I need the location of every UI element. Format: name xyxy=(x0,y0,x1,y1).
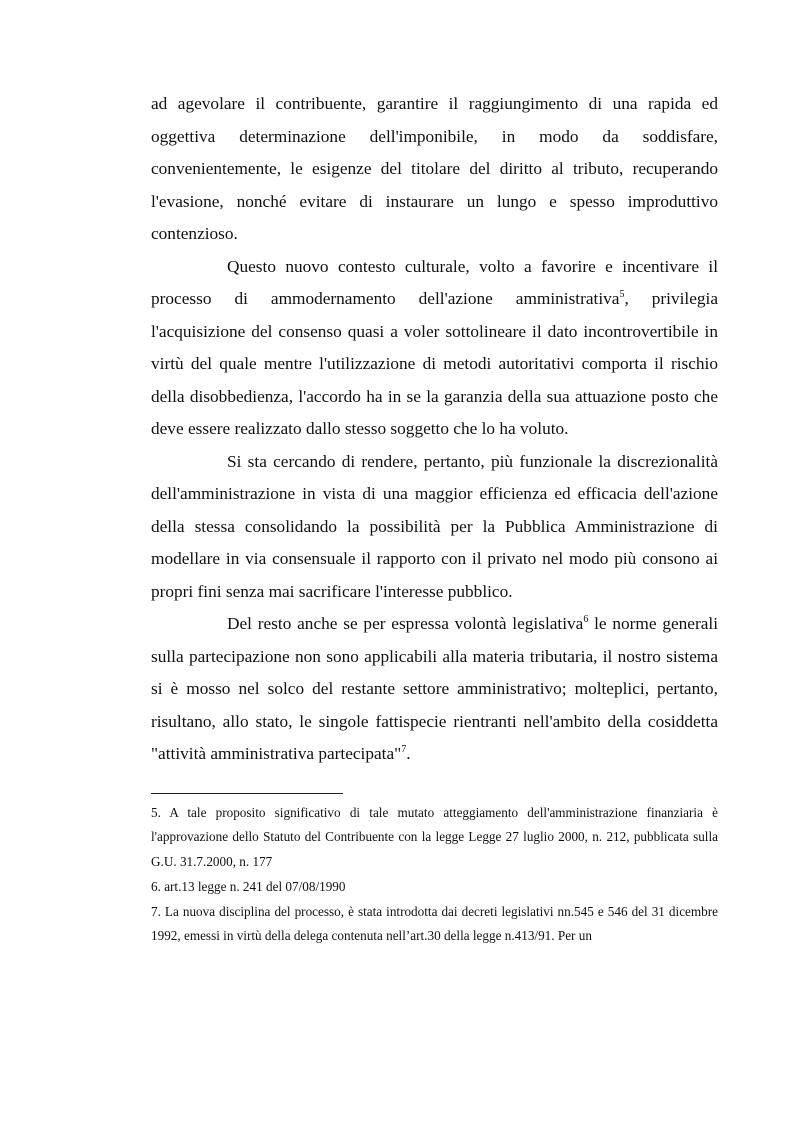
paragraph-2 xyxy=(151,251,718,446)
footnote-ref-7[interactable]: 7 xyxy=(401,744,407,755)
body-text xyxy=(151,88,718,771)
footnotes xyxy=(151,801,718,950)
text-run: Questo nuovo contesto culturale, volto a favorire e incentivare il processo di ammodernamento dell'azione amministrativa xyxy=(151,256,718,308)
footnote-separator xyxy=(151,793,343,794)
footnote-ref-6[interactable]: 6 xyxy=(583,614,589,625)
text-run: Si sta cercando di rendere, pertanto, più funzionale la discrezionalità dell'amministrazione in vista di una maggior efficienza ed efficacia dell'azione della stessa consolidando la possibilità per la Pubblica Amministrazione di modellare in via consensuale il rapporto con il privato nel modo più consono ai propri fini senza mai sacrificare l'interesse pubblico. xyxy=(151,451,718,601)
text-run: le norme generali sulla partecipazione non sono applicabili alla materia tributaria, il nostro sistema si è mosso nel solco del restante settore amministrativo; molteplici, pertanto, risultano, allo stato, le singole fattispecie rientranti nell'ambito della cosiddetta "attività amministrativa partecipata" xyxy=(151,614,718,763)
text-run: Del resto anche se per espressa volontà legislativa xyxy=(227,614,584,633)
paragraph-3 xyxy=(151,446,718,609)
footnote-6: 6. art.13 legge n. 241 del 07/08/1990 xyxy=(151,878,346,894)
footnote-5: 5. A tale proposito significativo di tale mutato atteggiamento dell'amministrazione finanziaria è l'approvazione dello Statuto del Contribuente con la legge Legge 27 luglio 2000, n. 212, pubblicata sulla G.U. 31.7.2000, n. 177 xyxy=(151,804,718,870)
footnote-7: 7. La nuova disciplina del processo, è stata introdotta dai decreti legislativi nn.545 e 546 del 31 dicembre 1992, emessi in virtù della delega contenuta nell’art.30 della legge n.413/91. Per un xyxy=(151,903,718,944)
text-run: . xyxy=(406,744,411,763)
paragraph-4 xyxy=(151,608,718,771)
text-run: ad agevolare il contribuente, garantire il raggiungimento di una rapida ed oggettiva determinazione dell'imponibile, in modo da soddisfare, convenientemente, le esigenze del titolare del diritto al tributo, recuperando l'evasione, nonché evitare di instaurare un lungo e spesso improduttivo contenzioso. xyxy=(151,94,718,243)
paragraph-1 xyxy=(151,88,718,251)
document-page xyxy=(151,88,718,949)
text-run: , privilegia l'acquisizione del consenso quasi a voler sottolineare il dato incontrovertibile in virtù del quale mentre l'utilizzazione di metodi autoritativi comporta il rischio della disobbedienza, l'accordo ha in se la garanzia della sua attuazione posto che deve essere realizzato dallo stesso soggetto che lo ha voluto. xyxy=(151,289,718,438)
footnote-ref-5[interactable]: 5 xyxy=(619,289,625,300)
